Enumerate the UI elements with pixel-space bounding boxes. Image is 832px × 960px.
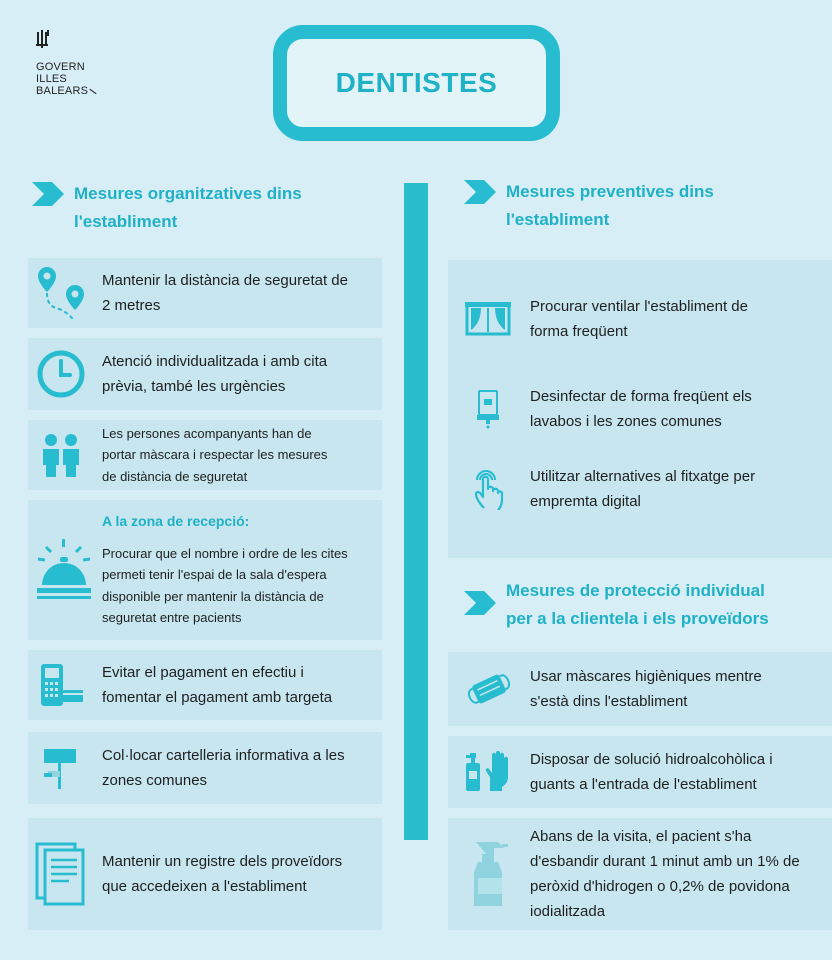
clock-icon	[36, 349, 86, 399]
measure-card	[28, 420, 382, 490]
government-emblem-icon	[36, 30, 50, 50]
right-heading-line-2: l'establiment	[506, 210, 610, 229]
chevron-right-icon	[464, 591, 496, 615]
item-text-line: empremta digital	[530, 493, 641, 510]
preventive-panel	[448, 260, 832, 558]
item-text-line: Mantenir un registre dels proveïdors	[102, 853, 343, 870]
reception-bell-icon	[34, 537, 94, 603]
chevron-right-icon	[464, 180, 496, 204]
item-text-line: guants a l'entrada de l'establiment	[530, 776, 757, 793]
measure-card	[28, 818, 382, 930]
measure-card	[28, 500, 382, 640]
measure-row	[448, 464, 755, 514]
card-terminal-icon	[37, 662, 85, 708]
item-text-line: iodialitzada	[530, 903, 606, 920]
item-text-line: que accedeixen a l'establiment	[102, 878, 307, 895]
page-title: DENTISTES	[335, 67, 498, 98]
protection-heading-line-1: Mesures de protecció individual	[506, 581, 765, 600]
protection-heading-line-2: per a la clientela i els proveïdors	[506, 609, 769, 628]
left-heading-line-1: Mesures organitzatives dins	[74, 184, 302, 203]
item-text-line: peròxid d'hidrogen o 0,2% de povidona	[530, 878, 790, 895]
signpost-icon	[38, 745, 84, 791]
protection-section-heading	[464, 577, 769, 633]
measure-card	[448, 652, 832, 726]
item-text-line: s'està dins l'establiment	[530, 693, 688, 710]
item-text-line: forma freqüent	[530, 323, 628, 340]
title-box	[273, 25, 560, 141]
item-text-line: d'esbandir durant 1 minut amb un 1% de	[530, 853, 800, 870]
route-pin-icon	[35, 265, 87, 321]
measure-row	[448, 294, 748, 344]
soap-dispenser-icon	[473, 389, 503, 429]
item-text-line: fomentar el pagament amb targeta	[102, 689, 333, 706]
item-text-line: Procurar que el nombre i ordre de les cites	[102, 545, 348, 561]
right-section-heading	[464, 178, 714, 234]
item-text-line: Col·locar cartelleria informativa a les	[102, 747, 345, 764]
mask-icon	[464, 669, 514, 709]
logo-line-2: ILLES	[36, 73, 67, 85]
documents-icon	[35, 842, 87, 906]
item-text-line: Desinfectar de forma freqüent els	[530, 388, 752, 405]
measure-card	[28, 258, 382, 328]
item-text-line: Utilitzar alternatives al fitxatge per	[530, 468, 756, 485]
right-heading-line-1: Mesures preventives dins	[506, 182, 714, 201]
govern-logo	[36, 30, 97, 97]
item-text-line: Procurar ventilar l'establiment de	[530, 298, 748, 315]
center-divider	[404, 183, 428, 840]
item-text-line: Les persones acompanyants han de	[102, 425, 312, 441]
measure-card	[448, 818, 832, 930]
left-heading-line-2: l'establiment	[74, 212, 178, 231]
measure-card	[28, 732, 382, 804]
item-text-line: permeti tenir l'espai de la sala d'espera	[102, 567, 327, 583]
item-text-line: lavabos i les zones comunes	[530, 413, 722, 430]
item-text-line: prèvia, també les urgències	[102, 378, 286, 395]
reception-subtitle: A la zona de recepció:	[102, 513, 250, 530]
logo-line-3: BALEARS	[36, 85, 97, 97]
chevron-right-icon	[32, 182, 64, 206]
left-section-heading	[32, 180, 302, 236]
item-text-line: Evitar el pagament en efectiu i	[102, 664, 304, 681]
item-text-line: portar màscara i respectar les mesures	[102, 447, 328, 463]
people-icon	[40, 431, 82, 479]
item-text-line: Usar màscares higièniques mentre	[530, 668, 762, 685]
item-text-line: 2 metres	[102, 297, 161, 314]
item-text-line: de distància de seguretat	[102, 468, 248, 484]
item-text-line: Abans de la visita, el pacient s'ha	[530, 828, 752, 845]
item-text-line: seguretat entre pacients	[102, 610, 242, 626]
spray-bottle-icon	[466, 838, 512, 910]
measure-card	[448, 736, 832, 808]
item-text-line: Atenció individualitzada i amb cita	[102, 353, 328, 370]
gel-gloves-icon	[464, 751, 514, 793]
measure-card	[28, 338, 382, 410]
item-text-line: Disposar de solució hidroalcohòlica i	[530, 751, 773, 768]
measure-row	[448, 384, 752, 434]
fingerprint-hand-icon	[472, 468, 504, 510]
logo-line-1: GOVERN	[36, 61, 85, 73]
window-icon	[465, 302, 511, 336]
item-text-line: zones comunes	[102, 772, 208, 789]
item-text-line: disponible per mantenir la distància de	[102, 588, 324, 604]
measure-card	[28, 650, 382, 720]
item-text-line: Mantenir la distància de seguretat de	[102, 272, 348, 289]
